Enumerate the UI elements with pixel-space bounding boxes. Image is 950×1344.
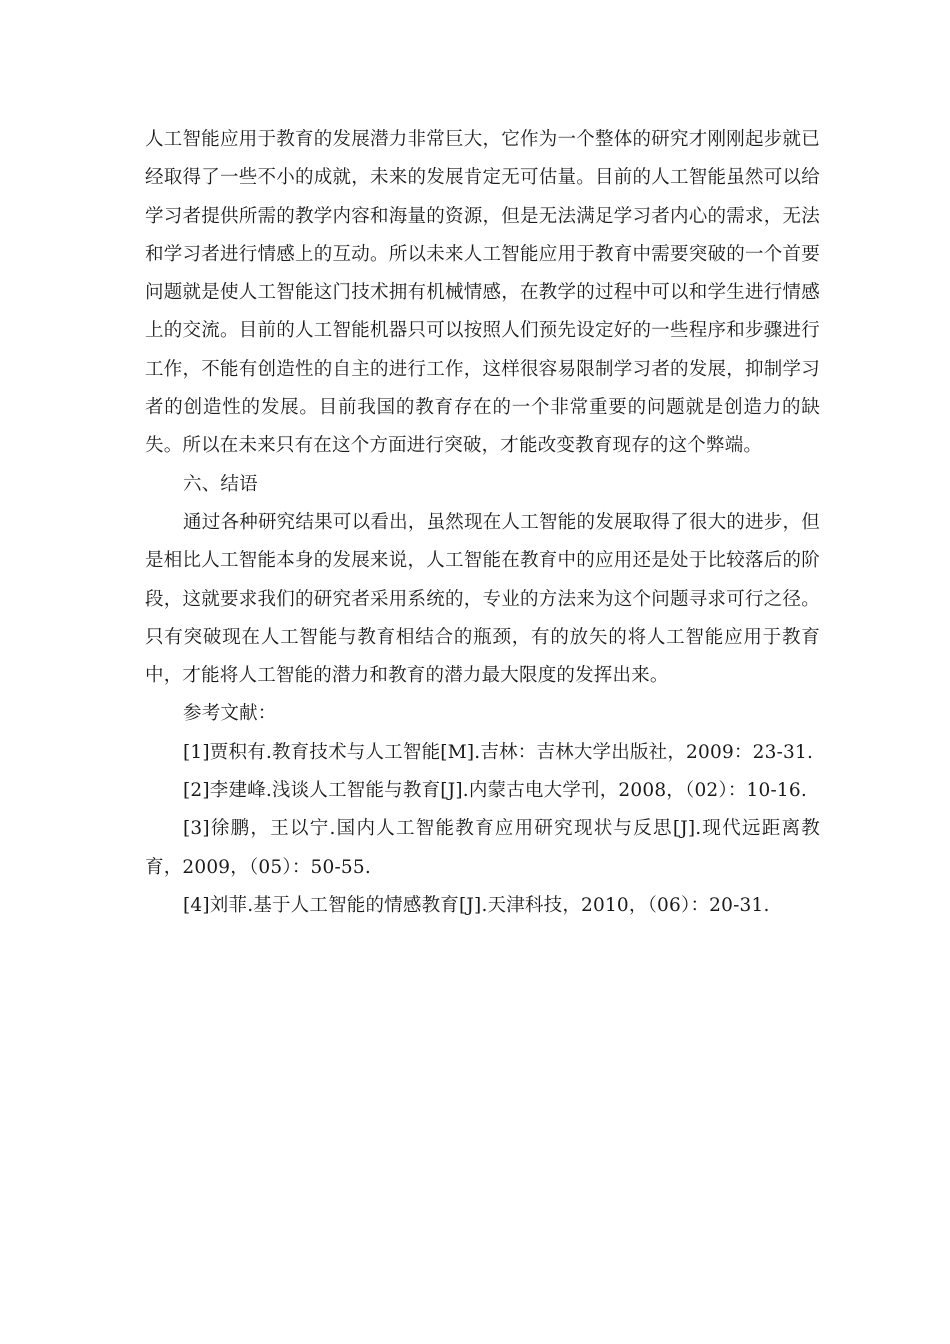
- body-paragraph-future-prospects: 人工智能应用于教育的发展潜力非常巨大，它作为一个整体的研究才刚刚起步就已经取得了一些不小的成就，未来的发展肯定无可估量。目前的人工智能虽然可以给学习者提供所需的教学内容和海量的资源，但是无法满足学习者内心的需求，无法和学习者进行情感上的互动。所以未来人工智能应用于教育中需要突破的一个首要问题就是使人工智能这门技术拥有机械情感，在教学的过程中可以和学生进行情感上的交流。目前的人工智能机器只可以按照人们预先设定好的一些程序和步骤进行工作，不能有创造性的自主的进行工作，这样很容易限制学习者的发展，抑制学习者的创造性的发展。目前我国的教育存在的一个非常重要的问题就是创造力的缺失。所以在未来只有在这个方面进行突破，才能改变教育现存的这个弊端。: [145, 129, 820, 457]
- reference-item-3: [3]徐鹏，王以宁.国内人工智能教育应用研究现状与反思[J].现代远距离教育，2009，（05）：50-55.: [145, 818, 820, 878]
- section-heading-conclusion: 六、结语: [183, 473, 258, 495]
- body-paragraph-conclusion: 通过各种研究结果可以看出，虽然现在人工智能的发展取得了很大的进步，但是相比人工智能本身的发展来说，人工智能在教育中的应用还是处于比较落后的阶段，这就要求我们的研究者采用系统的，专业的方法来为这个问题寻求可行之径。只有突破现在人工智能与教育相结合的瓶颈，有的放矢的将人工智能应用于教育中，才能将人工智能的潜力和教育的潜力最大限度的发挥出来。: [145, 511, 820, 687]
- reference-item-1: [1]贾积有.教育技术与人工智能[M].吉林：吉林大学出版社，2009：23-31.: [183, 741, 814, 763]
- document-body: [145, 121, 820, 925]
- reference-item-4: [4]刘菲.基于人工智能的情感教育[J].天津科技，2010，（06）：20-31.: [183, 894, 770, 916]
- reference-item-2: [2]李建峰.浅谈人工智能与教育[J].内蒙古电大学刊，2008，（02）：10-16.: [183, 780, 807, 802]
- references-list: [145, 734, 820, 925]
- references-heading: 参考文献：: [183, 703, 277, 725]
